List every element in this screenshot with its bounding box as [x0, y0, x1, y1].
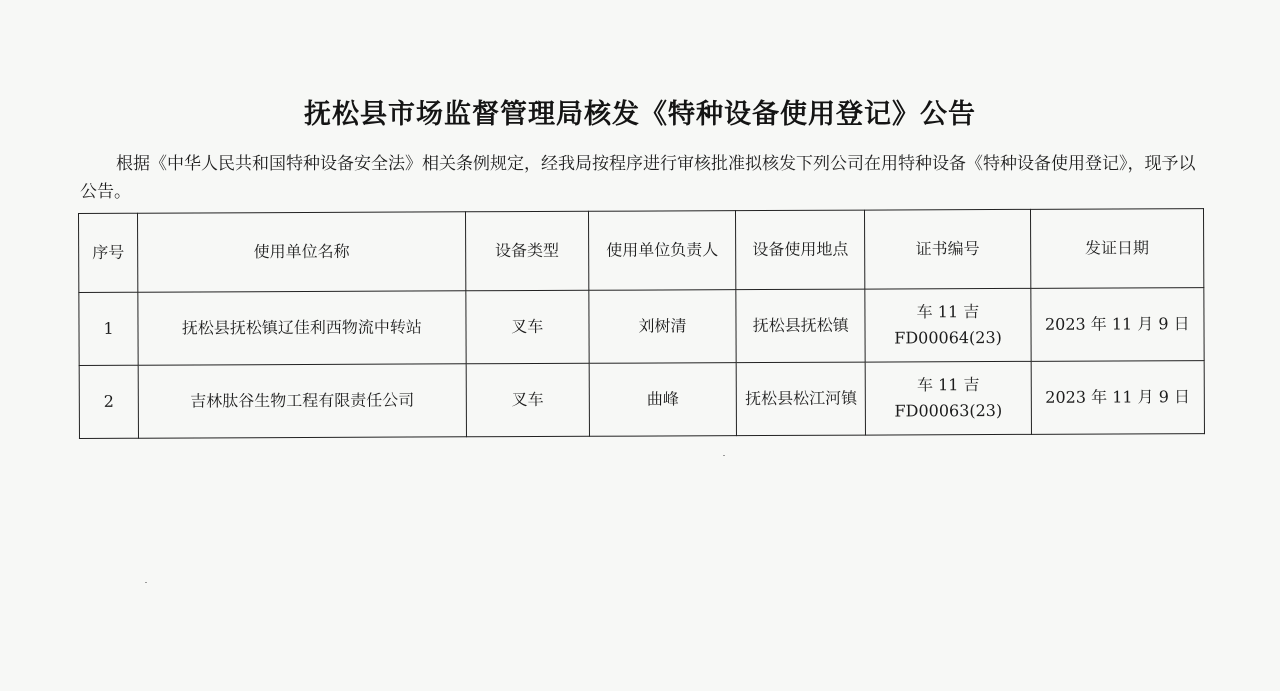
intro-paragraph: 根据《中华人民共和国特种设备安全法》相关条例规定，经我局按程序进行审核批准拟核发下列公司在用特种设备《特种设备使用登记》，现予以公告。 — [80, 154, 1196, 202]
scan-speck — [723, 455, 725, 456]
registration-table — [78, 208, 1205, 439]
cell-certificate-number — [865, 288, 1031, 362]
header-issue-date: 发证日期 — [1030, 209, 1204, 289]
scan-speck — [145, 582, 147, 583]
certificate-line-1: 车 11 吉 — [916, 302, 980, 322]
header-no: 序号 — [79, 213, 138, 292]
cell-unit-name: 抚松县抚松镇辽佳利西物流中转站 — [138, 291, 466, 365]
table-row — [79, 361, 1204, 439]
cell-issue-date: 2023 年 11 月 9 日 — [1030, 288, 1204, 362]
header-person-in-charge: 使用单位负责人 — [588, 211, 736, 291]
cell-certificate-number — [866, 361, 1032, 435]
cell-equipment-type: 叉车 — [466, 363, 590, 437]
document-title: 抚松县市场监督管理局核发《特种设备使用登记》公告 — [304, 99, 976, 130]
cell-location: 抚松县松江河镇 — [736, 362, 866, 436]
certificate-line-1: 车 11 吉 — [916, 375, 980, 395]
cell-issue-date: 2023 年 11 月 9 日 — [1031, 361, 1205, 435]
cell-unit-name: 吉林肽谷生物工程有限责任公司 — [138, 364, 466, 438]
cell-no: 1 — [79, 292, 138, 365]
table-row — [79, 288, 1204, 366]
header-equipment-type: 设备类型 — [465, 211, 589, 291]
cell-no: 2 — [79, 365, 138, 438]
cell-person-in-charge: 刘树清 — [589, 290, 737, 364]
table-header-row — [79, 209, 1204, 293]
certificate-line-2: FD00063(23) — [894, 400, 1003, 421]
header-certificate-number: 证书编号 — [865, 209, 1031, 289]
cell-location: 抚松县抚松镇 — [736, 289, 866, 363]
header-location: 设备使用地点 — [736, 210, 866, 290]
cell-equipment-type: 叉车 — [466, 290, 590, 364]
header-unit-name: 使用单位名称 — [138, 212, 466, 292]
cell-person-in-charge: 曲峰 — [589, 363, 737, 437]
certificate-line-2: FD00064(23) — [894, 327, 1002, 348]
